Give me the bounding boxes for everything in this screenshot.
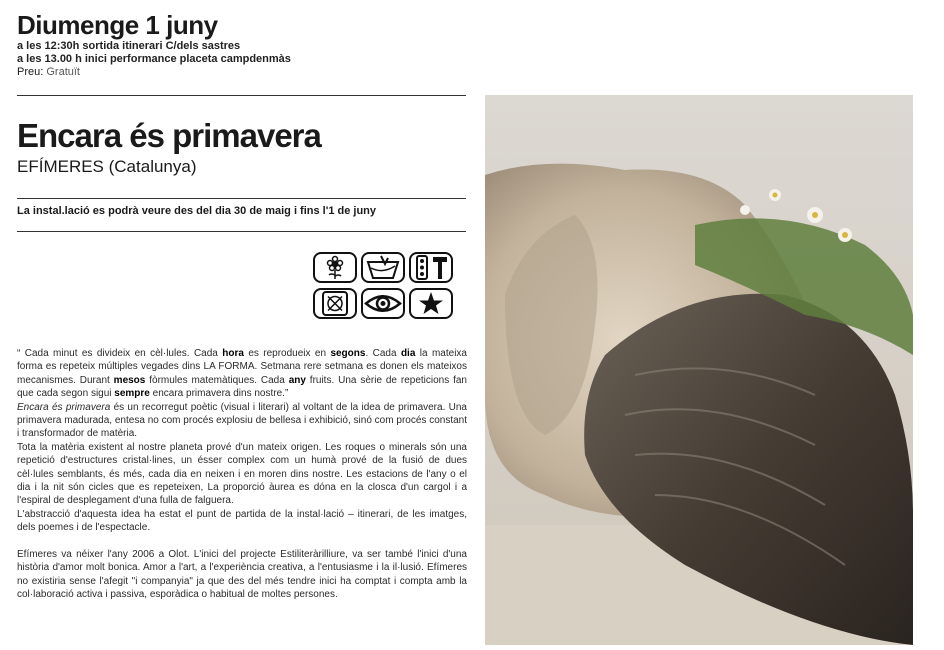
show-title: Encara és primavera (17, 117, 321, 154)
divider-top (17, 95, 466, 96)
highlight-word: segons (330, 348, 366, 359)
divider-bottom (17, 231, 466, 232)
text-span: encara primavera dins nostre.” (149, 388, 289, 400)
paragraph-intro (17, 401, 467, 441)
category-icons (313, 252, 456, 320)
pattern-icon (313, 288, 357, 319)
event-date-title: Diumenge 1 juny (17, 10, 218, 40)
price-label: Preu: (17, 66, 44, 78)
installation-note: La instal.lació es podrà veure des del dia 30 de maig i fins l'1 de juny (17, 205, 377, 217)
text-span: fruits. Una sèrie de repeticions fan que cada segon sigui (17, 374, 467, 400)
highlight-word: hora (222, 348, 244, 359)
paragraph-gap (17, 535, 467, 548)
text-span: “ Cada minut es divideix en cèl·lules. Cada (17, 348, 223, 359)
schedule-line-2: a les 13.00 h inici performance placeta campdenmàs (17, 53, 291, 65)
highlight-word: sempre (114, 388, 150, 400)
text-span: es reprodueix en (243, 348, 331, 359)
text-span: la mateixa forma es repeteix múltiples vegades dins LA FORMA. Setmana rere setmana es donen els mateixos mecanismes. Durant (17, 348, 467, 386)
company-name: EFÍMERES (Catalunya) (17, 157, 197, 176)
paragraph-matter: Tota la matèria existent al nostre planeta prové d'un mateix origen. Les roques o minerals són una repetició d'estructures cristal·lines, un ésser complex com un humà prové de la fusió de dues cèl·lules semblants, és més, cada dia en neixen i en moren dins nostre. Les estacions de l'any o el dia i la nit són cicles que es repeteixen, La proporció àurea es dóna en la closca d'un cargol i a l'espiral de desplegament d'una fulla de falguera. (17, 441, 467, 507)
description-text (17, 347, 467, 601)
paragraph-quote (17, 347, 467, 401)
text-span: és un recorregut poètic (visual i literari) al voltant de la idea de primavera. Una primavera madurada, entesa no com procés explosiu de bellesa i exhibició, sinó com procés constant i transformador de matèria. (17, 401, 467, 440)
highlight-word: mesos (113, 374, 146, 386)
price-value: Gratuït (46, 66, 80, 78)
text-span: fòrmules matemàtiques. Cada (145, 374, 289, 386)
highlight-word: any (288, 374, 306, 386)
traffic-light-hammer-icon (409, 252, 453, 283)
event-header (17, 10, 467, 79)
eye-icon (361, 288, 405, 319)
price-line (17, 66, 467, 79)
flower-icon (313, 252, 357, 283)
italic-title: Encara és primavera (17, 401, 111, 413)
text-span: . Cada (365, 348, 401, 359)
performance-photo (485, 95, 913, 645)
basin-icon (361, 252, 405, 283)
paragraph-abstraction: L'abstracció d'aquesta idea ha estat el punt de partida de la instal·lació – itinerari, de les imatges, dels poemes i de l'espectacle. (17, 508, 467, 534)
highlight-word: dia (400, 348, 416, 359)
star-icon (409, 288, 453, 319)
schedule-line-1: a les 12:30h sortida itinerari C/dels sastres (17, 40, 241, 52)
divider-middle (17, 198, 466, 199)
paragraph-history: Efímeres va néixer l'any 2006 a Olot. L'inici del projecte Estiliteràrilliure, va ser també l'inici d'una història d'amor molt bonica. Amor a l'art, a l'experiència creativa, a l'entusiasme i la il·lusió. Efímeres no existiria sense l'afegit "i companyia" ja que des del més tendre inici ha comptat i compta amb la col·laboració activa i passiva, esporàdica o habitual de moltes persones. (17, 548, 467, 600)
